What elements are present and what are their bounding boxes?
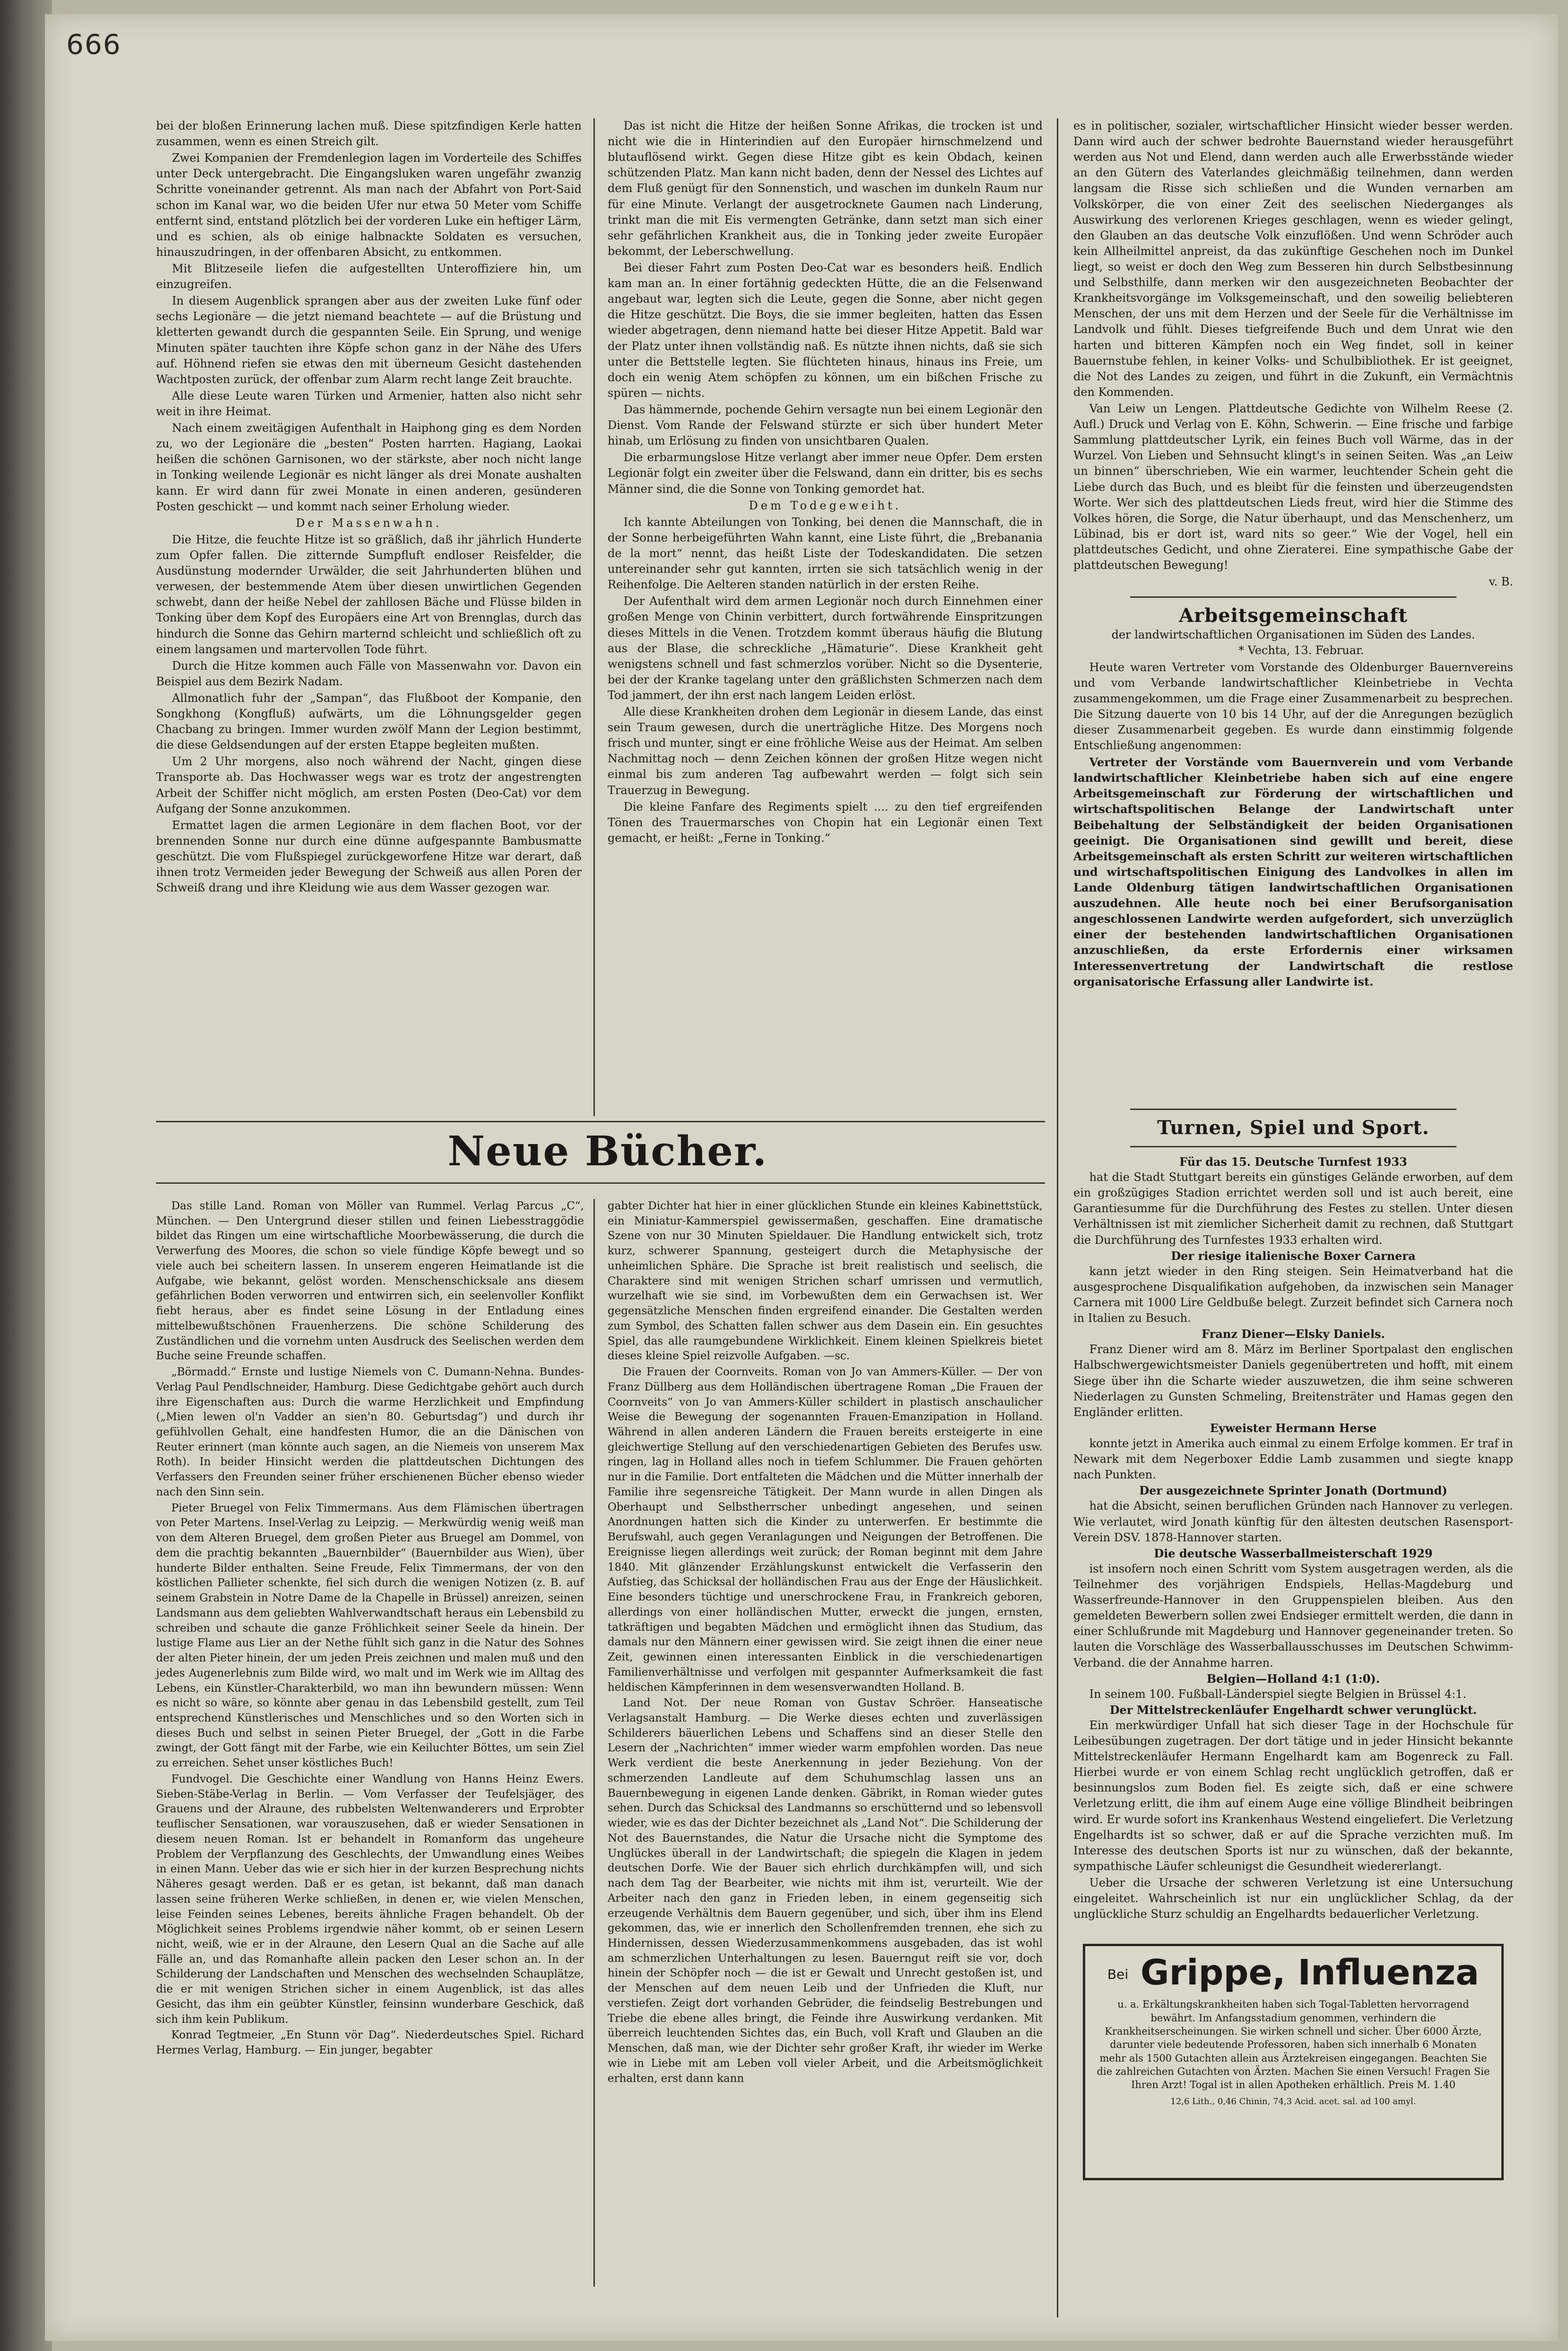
sport-item-heading: Die deutsche Wasserballmeisterschaft 1929 <box>1154 1546 1433 1560</box>
paragraph: es in politischer, sozialer, wirtschaftlicher Hinsicht wieder besser werden. Dann wird auch der schwer bedrohte Bauernstand wieder herausgeführt werden aus Not und Elend, dann werden auch alle Erwerbsstände wieder an den Gütern des Vaterlandes gleichmäßig teilnehmen, dann werden langsam die Risse sich schließen und die Wunden vernarben am Volkskörper, die von einer Zeit des seelischen Niederganges als Auswirkung des verlorenen Krieges geschlagen, wenn es wieder gelingt, den Glauben an das deutsche Volk einzuflößen. Und wenn Schröder auch kein Allheilmittel anpreist, da das zukünftige Geschehen noch im Dunkel liegt, so weist er doch den Weg zum Besseren hin durch Selbstbesinnung und Selbsthilfe, dann merken wir den ausgezeichneten Beobachter der Krankheitsvorgänge im Volksgemeinschaft, und den soweilig beliebteren Menschen, der uns mit dem Herzen und der Seele für die Verhältnisse im Landvolk und fühlt. Dieses tiefgreifende Buch und dem Unrat wie den harten und bitteren Kämpfen noch ein Weg findet, soll in keiner Bauernstube fehlen, in keiner Volks- und Schulbibliothek. Er ist geeignet, die Not des Landes zu zeigen, und führt in die Zukunft, ein Vermächtnis den Kommenden. <box>1073 119 1513 399</box>
books-section-banner: Neue Bücher. <box>447 1127 768 1175</box>
sport-item-heading: Für das 15. Deutsche Turnfest 1933 <box>1179 1155 1407 1169</box>
sport-item-heading: Der riesige italienische Boxer Carnera <box>1171 1249 1416 1263</box>
paragraph: Nach einem zweitägigen Aufenthalt in Haiphong ging es dem Norden zu, wo der Legionäre die „besten“ Posten harrten. Hagiang, Laokai heißen die schönen Garnisonen, wo der stärkste, aber noch nicht lange in Tonking weilende Legionär es nicht länger als drei Monate aushalten kann. Er wird dann für zwei Monate in einen anderen, gesünderen Posten geschickt — und kommt nach seiner Erholung wieder. <box>156 421 582 513</box>
book-review: Fundvogel. Die Geschichte einer Wandlung von Hanns Heinz Ewers. Sieben-Stäbe-Verlag in Berlin. — Vom Verfasser der Teufelsjäger, des Grauens und der Alraune, des rubbelsten Weltenwanderers und Erprobter teuflischer Sensationen, war vorauszusehen, daß er wieder Sensationen in diesem neuen Roman. Ist er behandelt in Romanform das ungeheure Problem der Verpflanzung des Geschlechts, der Umwandlung eines Weibes in einen Mann. Ueber das wie er sich hier in der kurzen Besprechung nichts Näheres gesagt werden. Daß er es getan, ist bekannt, daß man danach lassen seine früheren Werke schließen, in denen er, wie vielen Menschen, leise Feinden seines Lebenes, bereits ähnliche Fragen behandelt. Ob der Möglichkeit seines Problems irgendwie näher kommt, ob er seinen Lesern nicht, weiß, wie er in der Alraune, den Lesern Qual an die Sache auf alle Fälle an, und das Romanhafte allein packen den Leser schon an. In der Schilderung der Landschaften und Menschen des wechselnden Schauplätze, die er mit wenigen Strichen sicher in einem Augenblick, ist das alles Gesicht, das ihm ein geübter Künstler, feinsinn wunderbare Geschick, daß sich ihm kein Publikum. <box>156 1773 584 2026</box>
section-subheading: der landwirtschaftlichen Organisationen im Süden des Landes. <box>1111 628 1475 642</box>
sport-item-text: kann jetzt wieder in den Ring steigen. Sein Heimatverband hat die ausgesprochene Disqualifikation aufgehoben, da inzwischen sein Manager Carnera mit 1000 Lire Geldbuße belegt. Zurzeit befindet sich Carnera noch in Italien zu Besuch. <box>1073 1264 1513 1325</box>
paragraph: Zwei Kompanien der Fremdenlegion lagen im Vorderteile des Schiffes unter Deck untergebracht. Die Eingangsluken waren ungefähr zwanzig Schritte voneinander getrennt. Als man nach der Abfahrt von Port-Said schon im Kanal war, wo die beiden Ufer nur etwa 50 Meter vom Schiffe entfernt sind, entstand plötzlich bei der vorderen Luke ein heftiger Lärm, und es schien, als ob einige halbnackte Soldaten es versuchen, hinauszudringen, in der offenbaren Absicht, zu entkommen. <box>156 151 582 259</box>
sport-item-text: Ueber die Ursache der schweren Verletzung ist eine Untersuchung eingeleitet. Wahrscheinlich ist nur ein unglücklicher Schlag, da der unglückliche Sturz schuldig an Engelhardts bedauerlicher Verletzung. <box>1073 1876 1513 1921</box>
column-rule <box>593 118 595 1116</box>
paragraph: Der Aufenthalt wird dem armen Legionär noch durch Einnehmen einer großen Menge von Chinin verbittert, durch fortwährende Einspritzungen dieses Mittels in die Venen. Trotzdem kommt überaus häufig die Blutung aus der Blase, die schreckliche „Hämaturie“. Diese Krankheit geht wenigstens schnell und fast schmerzlos vorüber. Nicht so die Dysenterie, bei der der Kranke tagelang unter den gräßlichsten Schmerzen nach dem Tod jammert, der ihn erst nach langem Leiden erlöst. <box>608 594 1043 702</box>
paragraph: Um 2 Uhr morgens, also noch während der Nacht, gingen diese Transporte ab. Das Hochwasser wegs war es trotz der angestrengten Arbeit der Schiffer nicht möglich, am ersten Posten (Deo-Cat) vor dem Aufgang der Sonne anzukommen. <box>156 755 582 815</box>
paragraph: Alle diese Leute waren Türken und Armenier, hatten also nicht sehr weit in ihre Heimat. <box>156 389 582 418</box>
sport-item-heading: Der Mittelstreckenläufer Engelhardt schwer verunglückt. <box>1109 1703 1477 1717</box>
column-rule <box>1057 118 1058 2317</box>
section-subheading: Der Massenwahn. <box>296 516 442 530</box>
section-divider <box>1130 596 1456 598</box>
sport-item-text: konnte jetzt in Amerika auch einmal zu einem Erfolge kommen. Er traf in Newark mit dem Negerboxer Eddie Lamb zusammen und siegte knapp nach Punkten. <box>1073 1436 1513 1482</box>
sport-item-heading: Belgien—Holland 4:1 (1:0). <box>1206 1671 1380 1686</box>
paragraph: Die Hitze, die feuchte Hitze ist so gräßlich, daß ihr jährlich Hunderte zum Opfer fallen. Die zitternde Sumpfluft endloser Reisfelder, die Ausdünstung modernder Urwälder, die seit Jahrhunderten blühen und verwesen, der bestemmende Atem über diesen unwirtlichen Gegenden schwebt, dann der heiße Nebel der zahllosen Bäche und Flüsse bilden in Tonking über dem Kopf des Europäers eine Art von Brennglas, durch das hindurch die Sonne das Gehirn marternd schleicht und schließlich oft zu einem langsamen und martervollen Tode führt. <box>156 533 582 656</box>
article-column-3 <box>1073 118 1513 988</box>
paragraph: Ich kannte Abteilungen von Tonking, bei denen die Mannschaft, die in der Sonne herbeigeführten Wahn kannt, eine Liste führt, die „Brebanania de la mort“ nennt, das heißt Liste der Todeskandidaten. Die setzen untereinander sehr gut kannten, irrten sie sich tatsächlich wenig in der Reihenfolge. Die Aelteren standen natürlich in der ersten Reihe. <box>608 515 1043 592</box>
book-review: gabter Dichter hat hier in einer glücklichen Stunde ein kleines Kabinettstück, ein Miniatur-Kammerspiel gewissermaßen, geschaffen. Eine dramatische Szene von nur 30 Minuten Spieldauer. Die Handlung entwickelt sich, trotz kurz, schwerer Spannung, gesteigert durch die Metaphysische der unheimlichen Sphäre. Die Sprache ist breit realistisch und seelisch, die Charaktere sind mit wenigen Strichen scharf umrissen und vermutlich, wurzelhaft wie sie sind, im Vorbewußten dem ein Gerwachsen ist. Wer gegensätzliche Menschen finden ergreifend einander. Die Gestalten werden zum Symbol, des Schatten fallen schwer aus dem Dasein ein. Ein gesuchtes Spiel, das alle raumgebundene Wirklichkeit. Einem kleinen Spielkreis bietet dieses kleine Spiel reizvolle Aufgaben. —sc. <box>608 1200 1043 1363</box>
paragraph: Ermattet lagen die armen Legionäre in dem flachen Boot, vor der brennenden Sonne nur durch eine dünne aufgespannte Bambusmatte geschützt. Die vom Flußspiegel zurückgeworfene Hitze war derart, daß ihnen trotz Vermeiden jeder Bewegung der Schweiß aus allen Poren der Schweiß drang und ihre Kleidung wie aus dem Wasser gezogen war. <box>156 818 582 895</box>
dateline: * Vechta, 13. Februar. <box>1238 644 1364 657</box>
paragraph: Durch die Hitze kommen auch Fälle von Massenwahn vor. Davon ein Beispiel aus dem Bezirk Nadam. <box>156 659 582 688</box>
sport-column <box>1073 1102 1513 1921</box>
section-heading: Turnen, Spiel und Sport. <box>1157 1117 1429 1139</box>
book-review: Land Not. Der neue Roman von Gustav Schröer. Hanseatische Verlagsanstalt Hamburg. — Die Werke dieses echten und zuverlässigen Schilderers bäuerlichen Lebens und Schaffens sind an dieser Stelle den Lesern der „Nachrichten“ immer wieder warm empfohlen worden. Das neue Werk verdient die beste Anerkennung in jeder Beziehung. Von der schmerzenden Landleute auf dem Schuhumschlag lassen uns an Bauernbewegung in eigenen Lande denken. Gäbrikt, in Roman wieder gutes sehen. Durch das Schicksal des Landmanns so erschütternd und so lebensvoll wieder, wie es das der Dichter bezeichnet als „Land Not“. Die Schilderung der Not des Bauernstandes, die Natur die Ursache nicht die Symptome des Unglückes überall in der Landwirtschaft; die spiegeln die Klagen in jedem deutschen Dorfe. Wie der Bauer sich ehrlich durchkämpfen will, und sich nach dem Tag der Bearbeiter, wie nichts mit ihm ist, verurteilt. Wie der Arbeiter nach den ganz in Frieden leben, in einem gegenseitig sich erzeugende Verhältnis dem Bauern gegenüber, und sich, über ihm ins Elend gekommen, das, wie er innerlich den Schollenfremden trennen, ehe sich zu Hindernissen, dessen Wiederzusammenkommens ausgebaden, das ist wohl am schmerzlichen Unterhaltungen zu lesen. Bauerngut reift sie vor, doch hinein der Schöpfer noch — die ist er Gewalt und Unrecht gestoßen ist, und der Menschen auf dem neuen Leib und der Unfrieden die Kluft, nur verstiefen. Zeigt dort vorhanden Gebrüder, die feindselig Bestrebungen und Triebe die ebene alles bringt, die Feinde ihre Auswirkung verdanken. Mit überreich leuchtenden Sichtes das, ein Buch, voll Kraft und Glauben an die Menschen, daß man, wie der Dichter sehr großer Kraft, ihr wieder im Werke wie in Liebe mit am Leben voll vieler Arbeit, und die Arbeitsmöglichkeit erhalten, erst dann kann <box>608 1697 1043 2085</box>
sport-item-text: ist insofern noch einen Schritt vom System ausgetragen werden, als die Teilnehmer des vorjährigen Endspiels, Hellas-Magdeburg und Wasserfreunde-Hannover in den Gruppenspielen bleiben. Aus den gemeldeten Bewerbern sollen zwei Endsieger ermittelt werden, die dann in einer Schlußrunde mit Magdeburg und Hannover gegeneinander treten. So lauten die Vorschläge des Wasserballausschusses im Deutschen Schwimm-Verband. die der Annahme harren. <box>1073 1562 1513 1669</box>
paragraph: Die kleine Fanfare des Regiments spielt .... zu den tief ergreifenden Tönen des Trauermarsches von Chopin hat ein Legionär einen Text gemacht, er heißt: „Ferne in Tonking.“ <box>608 800 1043 845</box>
section-divider <box>1130 1109 1456 1110</box>
sport-item-text: Franz Diener wird am 8. März im Berliner Sportpalast den englischen Halbschwergewichtsmeister Daniels gegenübertreten und hofft, mit einem Siege über ihn die Scharte wieder auszuwetzen, die ihm seine schweren Niederlagen zu Gunsten Schmeling, Breitensträter und Hamas gegen den Engländer erlitten. <box>1073 1343 1513 1419</box>
book-review: Das stille Land. Roman von Möller van Rummel. Verlag Parcus „C“, München. — Den Untergrund dieser stillen und feinen Liebesstraggödie bildet das Ringen um eine wirtschaftliche Moorbewässerung, die durch die Verwerfung des Moores, die schon so viele fündige Köpfe bewegt und so viele auch bei scheitern lassen. In unserem engeren Heimatlande ist die Aufgabe, wie bekannt, gelöst worden. Menschenschicksale ans diesem gefährlichen Boden verworren und entwirren sich, ein seelenvoller Konflikt fiebt heraus, aber es findet seine Lösung in der Entladung eines mittelbewußtschönen Frauenherzens. Die schöne Schilderung des Zuständlichen und die vornehm unten Ausdruck des Seelischen werden dem Buche seine Freunde schaffen. <box>156 1200 584 1363</box>
paragraph: Alle diese Krankheiten drohen dem Legionär in diesem Lande, das einst sein Traum gewesen, durch die unerträgliche Hitze. Des Morgens noch frisch und munter, singt er eine fröhliche Weise aus der Heimat. Am selben Nachmittag noch — denn Zeichen können der großen Hitze wegen nicht einmal bis zum anderen Tag aufbewahrt werden — folgt sich sein Trauerzug in Bewegung. <box>608 705 1043 797</box>
sport-item-heading: Franz Diener—Elsky Daniels. <box>1202 1327 1385 1341</box>
ad-title <box>1097 1954 1490 1992</box>
paragraph: In diesem Augenblick sprangen aber aus der zweiten Luke fünf oder sechs Legionäre — die jetzt niemand beachtete — auf die Brüstung und kletterten gewandt durch die gespannten Seile. Ein Sprung, und wenige Minuten später tauchten ihre Köpfe schon ganz in der Nähe des Ufers auf. Höhnend riefen sie etwas den mit überneum Gesicht dastehenden Wachtposten zurück, der offenbar zum Alarm recht lange Zeit brauchte. <box>156 294 582 386</box>
book-review: Die Frauen der Coornveits. Roman von Jo van Ammers-Küller. — Der von Franz Düllberg aus dem Holländischen übertragene Roman „Die Frauen der Coornveits“ von Jo van Ammers-Küller schildert in plastisch anschaulicher Weise die Bewegung der sogenannten Frauen-Emanzipation in Holland. Während in allen anderen Ländern die Frauen bereits ersteigerte in eine gleichwertige Stellung auf den verschiedenartigen Gebieten des Berufes usw. ringen, lag in Holland alles noch in tiefem Schlummer. Die Frauen gehörten nur in die Familie. Dort entfalteten die Mädchen und die Mütter innerhalb der Familie ihre segensreiche Tätigkeit. Der Mann wurde in allen Dingen als Oberhaupt und Selbstherrscher unbedingt angesehen, und seinen Anordnungen hatten sich die Kinder zu unterwerfen. Er bestimmte die Berufswahl, auch gegen Veranlagungen und Neigungen der Betroffenen. Die Ereignisse liegen allerdings weit zurück; der Roman beginnt mit dem Jahre 1840. Mit glänzender Erzählungskunst entwickelt die Verfasserin den Aufstieg, das Schicksal der holländischen Frau aus der Enge der Häuslichkeit. Eine besonders tüchtige und unerschrockene Frau, in Frankreich geboren, allerdings von einer holländischen Mutter, erweckt die jungen, ernsten, tatkräftigen und begabten Mädchen und ermöglicht ihnen das Studium, das damals nur den Männern einer gewissen wird. Sie zeigt ihnen die einer neue Zeit, gewinnen einen interessanten Einblick in die verschiedenartigen Familienverhältnisse und verfolgen mit gespannter Aufmerksamkeit die fast heldischen Kämpferinnen in dem wesensverwandten Holland. B. <box>608 1366 1043 1694</box>
paragraph: Allmonatlich fuhr der „Sampan“, das Flußboot der Kompanie, den Songkhong (Kongfluß) aufwärts, um die Löhnungsgelder gegen Chacbang zu bringen. Immer wurden zwölf Mann der Legion bestimmt, die diese Geldsendungen auf der ersten Etappe begleiten mußten. <box>156 691 582 752</box>
section-subheading: Dem Todegeweiht. <box>749 498 902 512</box>
paragraph: Heute waren Vertreter vom Vorstande des Oldenburger Bauernvereins und vom Verbande landwirtschaftlicher Kleinbetriebe in Vechta zusammengekommen, um die Frage einer Zusammenarbeit zu besprechen. Die Sitzung dauerte von 10 bis 14 Uhr, auf der die Anregungen bezüglich dieser Zusammenarbeit gegeben. Es wurde dann einstimmig folgende Entschließung angenommen: <box>1073 660 1513 752</box>
sport-item-text: Ein merkwürdiger Unfall hat sich dieser Tage in der Hochschule für Leibesübungen zugetragen. Der dort tätige und in jeder Hinsicht bekannte Mittelstreckenläufer Hermann Engelhardt kam am Bogenreck zu Fall. Hierbei wurde er von einem Schlag recht unglücklich getroffen, daß er besinnungslos zum Boden fiel. Es zeigte sich, daß er eine schwere Verletzung erlitt, die ihm auf einem Auge eine völlige Blindheit beibringen wird. Er wurde sofort ins Krankenhaus Westend eingeliefert. Die Verletzung Engelhardts ist so schwer, daß er auf die Sprache verzichten muß. Im Interesse des deutschen Sports ist nur zu wünschen, daß der bekannte, sympathische Läufer schleunigst die Gesundheit wiedererlangt. <box>1073 1718 1513 1873</box>
book-binding <box>0 0 52 2351</box>
book-reviews-column-1 <box>156 1199 584 2287</box>
paragraph: Bei dieser Fahrt zum Posten Deo-Cat war es besonders heiß. Endlich kam man an. In einer fortähnig gedeckten Hütte, die an die Felsenwand angebaut war, legten sich die Leute, gegen die Sonne, aber nicht gegen die Hitze geschützt. Die Boys, die sie immer begleiten, hatten das Essen wieder abgetragen, denn niemand hatte bei dieser Hitze Appetit. Bald war der Platz unter ihnen vollständig naß. Es nützte ihnen nichts, daß sie sich unter die Bettstelle legten. Sie flüchteten hinaus, hinaus ins Freie, um doch ein wenig Atem schöpfen zu können, um ein bißchen Frische zu spüren — nichts. <box>608 261 1043 400</box>
paragraph: bei der bloßen Erinnerung lachen muß. Diese spitzfindigen Kerle hatten zusammen, wenn es einen Streich gilt. <box>156 119 582 149</box>
section-divider <box>1130 1146 1456 1147</box>
article-column-2 <box>608 118 1043 1111</box>
ad-title-text: Grippe, Influenza <box>1140 1952 1480 1993</box>
paragraph: Van Leiw un Lengen. Plattdeutsche Gedichte von Wilhelm Reese (2. Aufl.) Druck und Verlag von E. Köhn, Schwerin. — Eine frische und farbige Sammlung plattdeutscher Lyrik, ein feines Buch voll Wärme, das in der Wurzel. Von Lieben und Sehnsucht klingt's in seinen Seiten. Was „an Leiw un binnen“ überschrieben, Wie ein warmer, leuchtender Schein geht die Liebe durch das Buch, und es bleibt für die feinsten und überzeugendsten Worte. Wer sich des plattdeutschen Lieds freut, wird hier die Stimme des Volkes hören, die Sorge, die Natur überhaupt, und das Menschenherz, um Lübinad, bis er dort ist, ward nits so geer.“ Wie der Vogel, hell ein plattdeutsches Gedicht, und ohne Zieraterei. Eine sympathische Gabe der plattdeutschen Bewegung! <box>1073 402 1513 572</box>
banner-rule <box>156 1182 1045 1184</box>
page-number: 666 <box>66 28 122 61</box>
sport-item-text: hat die Absicht, seinen beruflichen Gründen nach Hannover zu verlegen. Wie verlautet, wird Jonath künftig für den ältesten deutschen Rasensport-Verein DSV. 1878-Hannover starten. <box>1073 1499 1513 1544</box>
grippe-advertisement <box>1083 1944 1504 2180</box>
section-heading: Arbeitsgemeinschaft <box>1179 604 1408 627</box>
book-review: Pieter Bruegel von Felix Timmermans. Aus dem Flämischen übertragen von Peter Martens. Insel-Verlag zu Leipzig. — Merkwürdig wenig weiß man von dem Alteren Bruegel, dem großen Pieter aus Bruegel am Dommel, von dem die prachtig bekannten „Bauernbilder“ (Bauernbilder aus Wien), über hunderte Bilder enthalten. Seine Freude, Felix Timmermans, der von den köstlichen Pallieter schenkte, fiel sich durch die wenigen Notizen (z. B. auf seinem Grabstein in Notre Dame de la Chapelle in Brüssel) anreizen, seinen Landsmann aus dem geliebten Wahlverwandtschaft heraus ein Lebensbild zu schreiben und schaute die ganze Fröhlichkeit seiner Seele da hinein. Der lustige Flame aus Lier an der Nethe fühlt sich ganz in die Natur des Sohnes der alten Pieter hinein, der um jeden Preis zeichnen und malen muß und den jedes Augenerlebnis zum Bilde wird, wo malt und im Werk wie im Alltag des Lebens, ein Künstler-Charakterbild, wo man ihn bewundern müssen: Wenn es nicht so wäre, so könnte aber genau in das Lebensbild gestellt, zum Teil entsprechend Künstlerisches und Menschliches und so den Worten sich in dieses Buch und selbst in seinen Pieter Bruegel, der „Gott in die Farbe zwingt, der Gott fängt mit der Farbe, wie ein Keiluchter Böttes, um sein Ziel zu erreichen. Sehet unser köstliches Buch! <box>156 1502 584 1770</box>
sport-item-heading: Der ausgezeichnete Sprinter Jonath (Dortmund) <box>1139 1484 1447 1498</box>
paragraph: Das hämmernde, pochende Gehirn versagte nun bei einem Legionär den Dienst. Vom Rande der Felswand stürzte er sich über hundert Meter hinab, um Erlösung zu finden von unsichtbaren Qualen. <box>608 402 1043 448</box>
paragraph: Die erbarmungslose Hitze verlangt aber immer neue Opfer. Dem ersten Legionär folgt ein zweiter über die Felswand, dann ein dritter, bis es sechs Männer sind, die die Sonne von Tonking gemordet hat. <box>608 451 1043 496</box>
book-reviews-column-2 <box>608 1199 1043 2287</box>
ad-body: u. a. Erkältungskrankheiten haben sich Togal-Tabletten hervorragend bewährt. Im Anfangsstadium genommen, verhindern die Krankheitserscheinungen. Sie wirken schnell und sicher. Über 6000 Ärzte, darunter viele bedeutende Professoren, haben sich innerhalb 6 Monaten mehr als 1500 Gutachten allein aus Ärztekreisen eingegangen. Beachten Sie die zahlreichen Gutachten von Ärzten. Machen Sie einen Versuch! Fragen Sie Ihren Arzt! Togal ist in allen Apotheken erhältlich. Preis M. 1.40 <box>1097 1999 1490 2091</box>
paragraph: Das ist nicht die Hitze der heißen Sonne Afrikas, die trocken ist und nicht wie die in Hinterindien auf den Europäer hirnschmelzend und blutauflösend wirkt. Gegen diese Hitze gibt es kein Obdach, keinen schützenden Platz. Man kann nicht baden, denn der Nessel des Lichtes auf dem Fluß genügt für den Sonnenstich, und waschen im dunkeln Raum nur für eine Minute. Verlangt der ausgetrocknete Gaumen nach Linderung, trinkt man die mit Eis vermengten Getränke, dann setzt man sich einer sehr gefährlichen Krankheit aus, die in Tonking jeder zweite Europäer bekommt, der Leberschwellung. <box>608 119 1043 258</box>
ad-title-prefix: Bei <box>1107 1966 1129 1983</box>
book-review: Konrad Tegtmeier, „En Stunn vör Dag“. Niederdeutsches Spiel. Richard Hermes Verlag, Hamburg. — Ein junger, begabter <box>156 2029 584 2057</box>
column-rule <box>593 1199 595 2287</box>
ad-footnote: 12,6 Lith., 0,46 Chinin, 74,3 Acid. acet. sal. ad 100 amyl. <box>1170 2096 1416 2106</box>
article-column-1 <box>156 118 582 1126</box>
paragraph: Vertreter der Vorstände vom Bauernverein und vom Verbande landwirtschaftlicher Kleinbetriebe haben sich auf eine engere Arbeitsgemeinschaft zur Förderung der wirtschaftlichen und wirtschaftspolitischen Belange der Landwirtschaft unter Beibehaltung der Selbständigkeit der beiden Organisationen geeinigt. Die Organisationen sind gewillt und bereit, diese Arbeitsgemeinschaft als ersten Schritt zur weiteren wirtschaftlichen und wirtschaftspolitischen Einigung des Landvolkes in allen im Lande Oldenburg tätigen landwirtschaftlichen Organisationen auszudehnen. Alle heute noch bei einer Berufsorganisation angeschlossenen Landwirte werden aufgefordert, sich unverzüglich einer der bestehenden landwirtschaftlichen Organisationen anzuschließen, da erste Erfordernis einer wirksamen Interessenvertretung der Landwirtschaft die restlose organisatorische Erfassung aller Landwirte ist. <box>1073 755 1513 988</box>
sport-item-text: In seinem 100. Fußball-Länderspiel siegte Belgien in Brüssel 4:1. <box>1089 1687 1466 1701</box>
sport-item-text: hat die Stadt Stuttgart bereits ein günstiges Gelände erworben, auf dem ein großzügiges Stadion errichtet werden soll und ist auch bereit, eine Garantiesumme für die Durchführung des Festes zu stellen. Unter diesen Verhältnissen ist mit ziemlicher Sicherheit damit zu rechnen, daß Stuttgart die Durchführung des Turnfestes 1933 erhalten wird. <box>1073 1171 1513 1247</box>
book-review: „Börmadd.“ Ernste und lustige Niemels von C. Dumann-Nehna. Bundes-Verlag Paul Pendlschneider, Hamburg. Diese Gedichtgabe gehört auch durch ihre Eigenschaften aus: Durch die warme Herzlichkeit und Empfindung („Mien lewen ol'n Vadder an sien'n 80. Geburtsdag“) und durch ihr gefühlvollen Gehalt, eine handfesten Humor, die an die Dänischen von Reuter erinnert (man könnte auch sagen, an die Niemeis von unserem Max Roth). In beider Hinsicht werden die plattdeutschen Dichtungen des Verfassers den Freunden seiner früher erschienenen Bücher ebenso wieder nach den Sinn sein. <box>156 1366 584 1498</box>
paragraph: Mit Blitzeseile liefen die aufgestellten Unteroffiziere hin, um einzugreifen. <box>156 262 582 291</box>
sport-item-heading: Eyweister Hermann Herse <box>1210 1421 1377 1435</box>
banner-rule <box>156 1121 1045 1122</box>
author-signature: v. B. <box>1489 575 1513 589</box>
